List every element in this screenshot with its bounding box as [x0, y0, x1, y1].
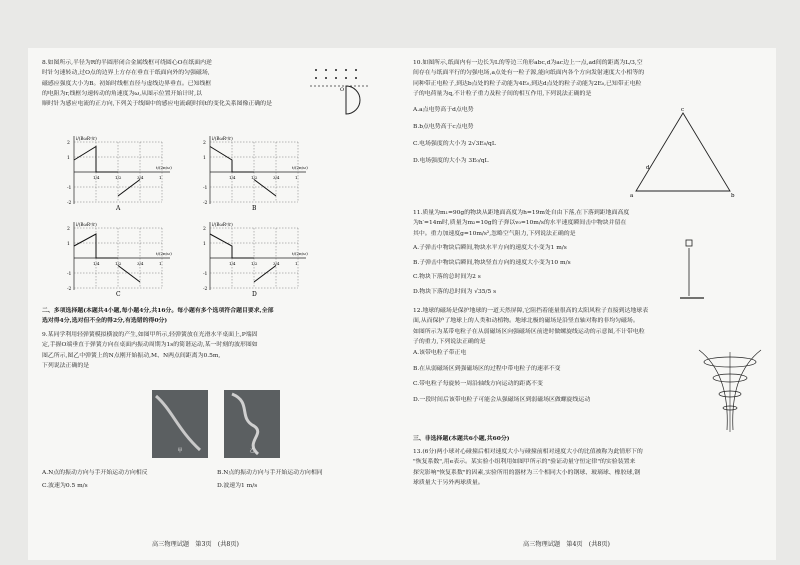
y-tick-label: 2 — [67, 227, 70, 232]
answer-chart-c — [56, 218, 176, 298]
x-tick-label: 1/4 — [93, 175, 100, 180]
page-footer-right: 高三物理试题 第4页 (共8页) — [523, 541, 610, 548]
y-axis-label: i/(BωR²/r) — [76, 222, 97, 227]
page-footer-left: 高三物理试题 第3页 (共8页) — [152, 541, 239, 548]
q10-option-b: B.b点电势高于c点电势 — [413, 124, 474, 130]
q12-spiral-figure — [695, 344, 765, 436]
q11-option-b: B.子弹击中物块后瞬间,物块竖直方向的速度大小变为10 m/s — [413, 259, 571, 266]
q13-line: "恢复系数",用e表示。某实验小组利用如图甲所示的"验证动量守恒定律"的实验装置来 — [413, 459, 636, 466]
x-axis-label: t/(2π/ω) — [292, 251, 308, 256]
x-tick-label: 1/4 — [93, 261, 100, 266]
q10-options — [413, 102, 628, 170]
series-line — [118, 180, 140, 197]
q8-field-figure — [310, 64, 372, 120]
q9-stem — [42, 330, 397, 371]
q11-line: 11.质量为m₁=90g的物块从距地面高度为h=19m处自由下落,在下落到距地面高度 — [413, 210, 630, 216]
q9-option-d: D.波速为1 m/s — [217, 483, 258, 489]
y-tick-label: -1 — [203, 272, 208, 277]
series-line — [254, 266, 276, 283]
y-tick-label: -2 — [203, 287, 208, 292]
x-tick-label: 1 — [295, 175, 298, 180]
y-axis-label: i/(BωR²/r) — [76, 136, 97, 141]
series-line — [74, 234, 118, 258]
answer-chart-d — [192, 218, 312, 298]
chart-label: C — [116, 291, 121, 298]
q10-stem — [413, 58, 768, 99]
q11-options — [413, 241, 658, 299]
series-line — [118, 266, 140, 283]
x-tick-label: 3/4 — [137, 261, 144, 266]
y-tick-label: 1 — [203, 156, 206, 161]
x-tick-label: 1 — [295, 261, 298, 266]
triangle-label: b — [731, 193, 735, 199]
section-line: 选对得4分,选对但不全的得2分,有选错的得0分) — [42, 317, 168, 325]
y-axis-label: i/(BωR²/r) — [212, 136, 233, 141]
q12-option-d: D.一段时间后该带电粒子可能会从强磁场区到弱磁场区做螺旋线运动 — [413, 396, 591, 403]
x-tick-label: 1 — [159, 175, 162, 180]
q9-line: 9.某同学利用轻弹簧模拟横波的产生,如图甲所示,轻弹簧放在光滑水平桌面上,P端固 — [42, 332, 258, 338]
answer-chart-b — [192, 132, 312, 212]
q10-option-c: C.电场强度的大小为 2√3E₀/qL — [413, 141, 496, 147]
x-tick-label: 3/4 — [273, 175, 280, 180]
q8-line: 的电阻为r,线框匀速转动的角速度为ω,从图示位置开始计时,以 — [42, 90, 202, 97]
x-tick-label: 1/4 — [229, 261, 236, 266]
q10-line: 子的电荷量为q,不计粒子重力及粒子间的相互作用,下列说法正确的是 — [413, 90, 592, 97]
y-tick-label: -2 — [67, 287, 72, 292]
q12-line: 12.地球的磁场是保护地球的一道天然屏障,它阻挡着能量很高的太阳风粒子直接到达地球表 — [413, 308, 649, 314]
q9-line: 图乙所示,图乙中弹簧上的N点刚开始振动,M、N两点间距离为0.5m, — [42, 352, 221, 359]
y-axis-label: i/(BωR²/r) — [212, 222, 233, 227]
q10-triangle-figure — [628, 103, 738, 203]
q8-line: 顺时针为感应电流的正方向,下列关于线圈中的感应电流i随时间t的变化关系图像正确的是 — [42, 101, 272, 108]
y-tick-label: 1 — [67, 156, 70, 161]
q12-option-a: A.该带电粒子带正电 — [413, 350, 467, 356]
q11-line: 其中。重力加速度g=10m/s²,忽略空气阻力,下列说法正确的是 — [413, 230, 576, 237]
y-tick-label: -1 — [67, 186, 72, 191]
chart-svg — [56, 218, 176, 298]
q12-option-c: C.带电粒子每旋转一周沿轴线方向运动的距离不变 — [413, 381, 543, 387]
q11-option-d: D.物块下落的总时间为 √35/5 s — [413, 288, 497, 295]
svg-text:O: O — [340, 87, 345, 93]
triangle-label: a — [630, 193, 634, 199]
q9-line: 定,手握O端垂直于弹簧方向在桌面内振动周期为1s的简谐运动,某一时刻的波形图如 — [42, 342, 258, 349]
x-tick-label: 1/2 — [251, 261, 258, 266]
exam-sheet — [28, 48, 776, 560]
q9-line: 下列说法正确的是 — [42, 362, 90, 369]
x-tick-label: 3/4 — [137, 175, 144, 180]
photo-caption: 甲 — [177, 447, 183, 454]
y-tick-label: 1 — [203, 242, 206, 247]
q8-line: 时针匀速转动,过O点的边界上方存在垂直于纸面向外的匀强磁场, — [42, 70, 210, 77]
x-tick-label: 1/4 — [229, 175, 236, 180]
series-line — [254, 180, 276, 197]
photo-spring-jia — [152, 390, 208, 458]
triangle-label: d — [646, 165, 650, 171]
q13-line: 球质量大于另外两球质量。 — [413, 479, 484, 486]
q12-line: 如图所示为某带电粒子在从弱磁场区向强磁场区前进时做螺旋线运动的示意图,不计带电粒 — [413, 328, 645, 335]
x-axis-label: t/(2π/ω) — [156, 251, 172, 256]
q13-stem — [413, 447, 768, 488]
q11-line: 为h′=14m时,质量为m₂=10g的子弹以v₀=10m/s的水平速度瞬间击中物块并留在 — [413, 220, 627, 227]
chart-label: D — [252, 291, 257, 298]
q11-stand-figure — [678, 236, 708, 306]
q9-option-c: C.波速为0.5 m/s — [42, 483, 88, 489]
chart-svg — [56, 132, 176, 212]
series-line — [210, 147, 254, 173]
x-axis-label: t/(2π/ω) — [292, 165, 308, 170]
chart-label: A — [116, 205, 121, 212]
answer-chart-a — [56, 132, 176, 212]
q12-line: 子的重力,下列说法正确的是 — [413, 338, 486, 345]
photo-spring-yi — [224, 390, 280, 458]
x-axis-label: t/(2π/ω) — [156, 165, 172, 170]
x-tick-label: 1/2 — [115, 175, 122, 180]
x-tick-label: 3/4 — [273, 261, 280, 266]
q8-line: 磁感应强度大小为B。初始时线框直径与虚线边界垂直。已知线框 — [42, 80, 212, 87]
section3-heading: 三、非选择题(本题共6小题,共60分) — [413, 435, 510, 442]
triangle-label: c — [681, 107, 685, 113]
q12-line: 面,从而保护了地球上的人类和动植物。地球北极的磁场是沿竖直轴对称的非均匀磁场。 — [413, 318, 639, 325]
q9-option-a: A.N点的振动方向与手开始运动方向相反 — [42, 470, 148, 476]
q10-line: 10.如图所示,纸面内有一边长为L的等边三角形abc,d为ac边上一点,ad间的距离为L/3,空 — [413, 60, 643, 66]
photo-caption: 乙 — [249, 447, 255, 454]
q8-line: 8.如图所示,半径为R的半圆形闭合金属线框可绕圆心O在纸面内逆 — [42, 60, 212, 66]
y-tick-label: -1 — [67, 272, 72, 277]
q11-stem — [413, 208, 768, 239]
q8-stem — [42, 58, 307, 109]
y-tick-label: 2 — [203, 227, 206, 232]
y-tick-label: 2 — [203, 141, 206, 146]
x-tick-label: 1 — [159, 261, 162, 266]
section2-heading — [42, 306, 397, 327]
q12-options — [413, 346, 683, 408]
q11-option-c: C.物块下落的总时间为2 s — [413, 274, 481, 280]
q12-stem — [413, 306, 768, 347]
y-tick-label: 1 — [67, 242, 70, 247]
q9-option-b: B.N点的振动方向与手开始运动方向相同 — [217, 470, 323, 476]
q11-option-a: A.子弹击中物块后瞬间,物块水平方向的速度大小变为1 m/s — [413, 245, 567, 251]
q13-line: 探究影响"恢复系数"的因素,实验所用的器材为三个相同大小的钢球、玻璃球、橡胶球,钢 — [413, 469, 641, 476]
chart-svg — [192, 218, 312, 298]
q12-option-b: B.在从弱磁场区到强磁场区的过程中带电粒子的速率不变 — [413, 365, 561, 372]
q10-line: 同种带正电粒子,到达b点处的粒子动能为4E₀,到达d点处的粒子动能为2E₀,已知带正电粒 — [413, 80, 642, 87]
series-line — [74, 147, 118, 173]
x-tick-label: 1/2 — [115, 261, 122, 266]
q10-option-a: A.a点电势高于d点电势 — [413, 107, 474, 113]
y-tick-label: -1 — [203, 186, 208, 191]
y-tick-label: -2 — [203, 201, 208, 206]
q10-option-d: D.电场强度的大小为 3E₀/qL — [413, 158, 489, 164]
q13-line: 13.(6分)两小球对心碰撞后相对速度大小与碰撞前相对速度大小的比值被称为此情形下的 — [413, 449, 643, 455]
q10-line: 间存在与纸面平行的匀强电场,a点处有一粒子源,能向纸面内各个方向发射速度大小相等的 — [413, 70, 645, 77]
section-line: 二、多项选择题(本题共4小题,每小题4分,共16分。每小题有多个选项符合题目要求,全部 — [42, 307, 274, 314]
y-tick-label: -2 — [67, 201, 72, 206]
chart-svg — [192, 132, 312, 212]
y-tick-label: 2 — [67, 141, 70, 146]
chart-label: B — [252, 205, 257, 212]
x-tick-label: 1/2 — [251, 175, 258, 180]
